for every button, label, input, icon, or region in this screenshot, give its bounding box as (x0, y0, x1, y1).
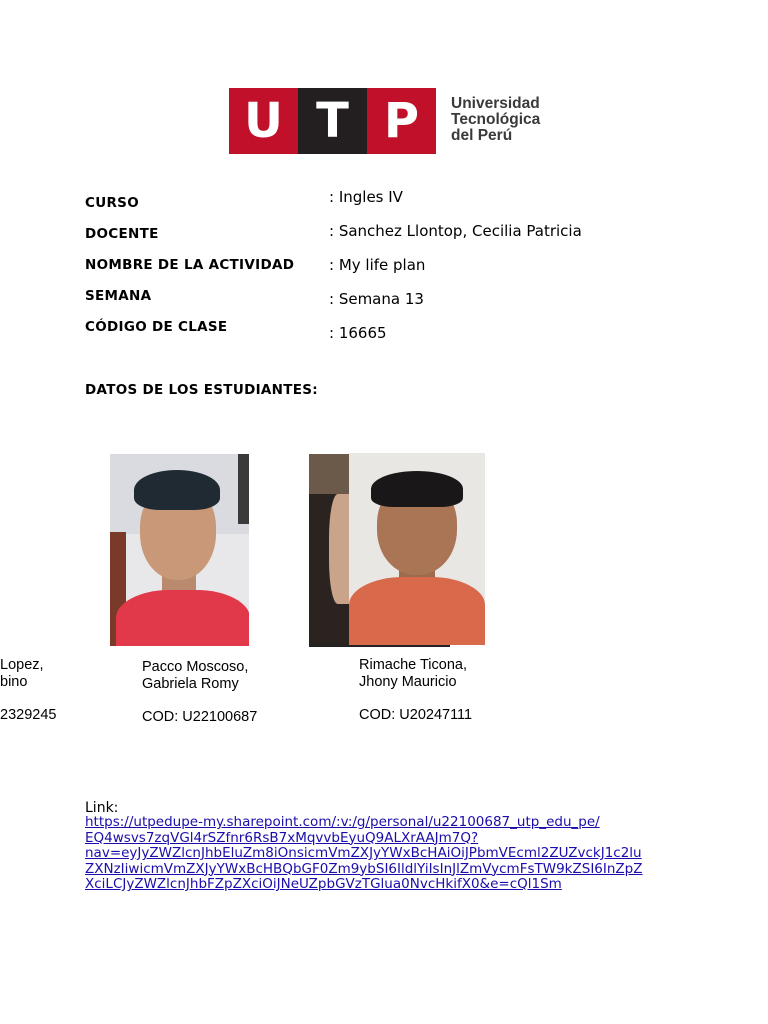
student-0-name-line-1: Lopez, (0, 657, 44, 673)
students-heading: DATOS DE LOS ESTUDIANTES: (85, 382, 319, 398)
student-1-name-line-1: Pacco Moscoso, (142, 659, 249, 675)
student-0-code: 2329245 (0, 707, 57, 723)
docente-label: DOCENTE (85, 226, 159, 242)
student-1-code: COD: U22100687 (142, 709, 258, 725)
student-1-name-line-2: Gabriela Romy (142, 676, 239, 692)
link-line-2[interactable]: EQ4wsvs7zqVGl4rSZfnr6RsB7xMqvvbEyuQ9ALXrAAJm7Q? (85, 829, 479, 846)
codigo-value: : 16665 (329, 324, 387, 342)
logo-text-line-1: Universidad (451, 95, 540, 112)
semana-label: SEMANA (85, 288, 152, 304)
student-photo-pacco (110, 454, 249, 646)
logo-text-line-3: del Perú (451, 127, 513, 144)
codigo-label: CÓDIGO DE CLASE (85, 319, 228, 335)
student-photo-partial (309, 454, 351, 647)
logo-text-line-2: Tecnológica (451, 111, 541, 128)
student-photo-rimache (349, 453, 485, 645)
docente-value: : Sanchez Llontop, Cecilia Patricia (329, 222, 582, 240)
semana-value: : Semana 13 (329, 290, 424, 308)
link-line-1[interactable]: https://utpedupe-my.sharepoint.com/:v:/g/personal/u22100687_utp_edu_pe/ (85, 814, 600, 830)
logo-letter-u: U (229, 88, 298, 154)
student-2-name-line-2: Jhony Mauricio (359, 674, 457, 690)
student-0-name-line-2: bino (0, 674, 28, 690)
logo-letter-t: T (298, 88, 367, 154)
student-2-name (359, 657, 467, 691)
actividad-label: NOMBRE DE LA ACTIVIDAD (85, 257, 295, 273)
photo-divider (309, 645, 450, 647)
sharepoint-link[interactable] (85, 815, 643, 893)
curso-label: CURSO (85, 195, 139, 211)
actividad-value: : My life plan (329, 256, 426, 274)
student-2-code: COD: U20247111 (359, 707, 473, 723)
student-1-name (142, 659, 248, 693)
link-label: Link: (85, 800, 119, 816)
student-2-name-line-1: Rimache Ticona, (359, 657, 467, 673)
logo-text (451, 96, 540, 144)
link-line-3[interactable]: nav=eyJyZWZlcnJhbEluZm8iOnsicmVmZXJyYWxBcHAiOiJPbmVEcml2ZUZvckJ1c2lu (85, 845, 642, 861)
utp-logo (229, 88, 549, 154)
link-line-5[interactable]: XciLCJyZWZlcnJhbFZpZXciOiJNeUZpbGVzTGlua0NvcHkifX0&e=cQl1Sm (85, 876, 562, 892)
curso-value: : Ingles IV (329, 188, 403, 206)
link-line-4[interactable]: ZXNzIiwicmVmZXJyYWxBcHBQbGF0Zm9ybSI6IldlYiIsInJlZmVycmFsTW9kZSI6InZpZ (85, 860, 643, 877)
student-0-name (0, 657, 44, 691)
logo-letter-p: P (367, 88, 436, 154)
